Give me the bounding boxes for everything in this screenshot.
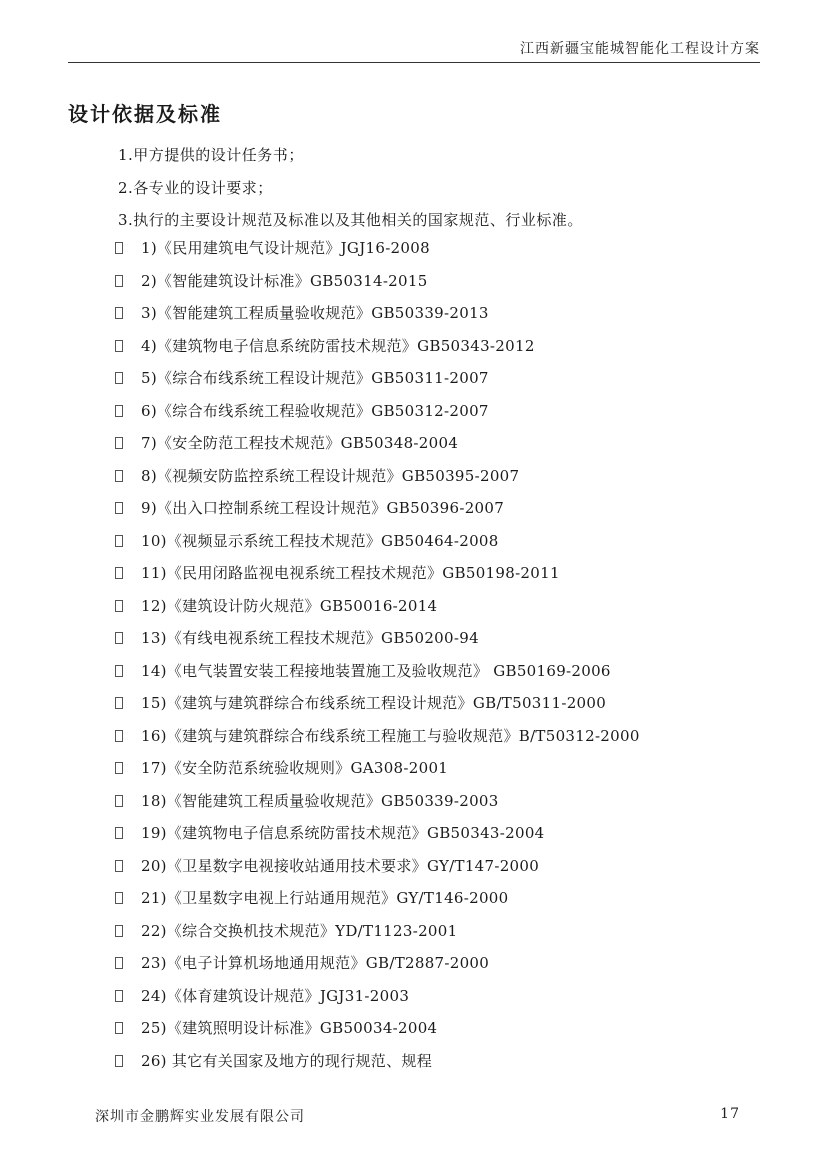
bullet-icon: [115, 405, 123, 417]
bullet-icon: [115, 470, 123, 482]
bullet-icon: [115, 242, 123, 254]
reference-text: 17)《安全防范系统验收规则》GA308-2001: [141, 759, 449, 777]
reference-text: 18)《智能建筑工程质量验收规范》GB50339-2003: [141, 791, 499, 810]
bullet-icon: [115, 827, 123, 839]
reference-item: [115, 460, 795, 493]
reference-text: 8)《视频安防监控系统工程设计规范》GB50395-2007: [141, 466, 520, 485]
bullet-icon: [115, 795, 123, 807]
reference-item: [115, 525, 795, 558]
reference-text: 16)《建筑与建筑群综合布线系统工程施工与验收规范》B/T50312-2000: [141, 726, 640, 745]
bullet-icon: [115, 925, 123, 937]
reference-text: 6)《综合布线系统工程验收规范》GB50312-2007: [141, 401, 489, 420]
footer-company: 深圳市金鹏辉实业发展有限公司: [95, 1109, 305, 1125]
bullet-icon: [115, 600, 123, 612]
reference-item: [115, 947, 795, 980]
reference-text: 25)《建筑照明设计标准》GB50034-2004: [141, 1019, 438, 1037]
reference-item: [115, 1012, 795, 1045]
reference-text: 20)《卫星数字电视接收站通用技术要求》GY/T147-2000: [141, 856, 540, 875]
bullet-icon: [115, 437, 123, 449]
reference-text: 5)《综合布线系统工程设计规范》GB50311-2007: [141, 369, 489, 387]
reference-item: [115, 557, 795, 590]
reference-text: 21)《卫星数字电视上行站通用规范》GY/T146-2000: [141, 889, 509, 907]
bullet-icon: [115, 860, 123, 872]
bullet-icon: [115, 567, 123, 579]
reference-item: [115, 915, 795, 948]
bullet-icon: [115, 697, 123, 709]
header-title: 江西新疆宝能城智能化工程设计方案: [520, 41, 760, 57]
reference-item: [115, 752, 795, 785]
reference-text: 1)《民用建筑电气设计规范》JGJ16-2008: [141, 239, 430, 257]
reference-text: 11)《民用闭路监视电视系统工程技术规范》GB50198-2011: [141, 564, 560, 582]
reference-item: [115, 622, 795, 655]
reference-text: 15)《建筑与建筑群综合布线系统工程设计规范》GB/T50311-2000: [141, 694, 607, 712]
reference-text: 7)《安全防范工程技术规范》GB50348-2004: [141, 434, 459, 452]
reference-text: 4)《建筑物电子信息系统防雷技术规范》GB50343-2012: [141, 336, 535, 355]
reference-text: 13)《有线电视系统工程技术规范》GB50200-94: [141, 629, 479, 647]
bullet-icon: [115, 990, 123, 1002]
reference-text: 19)《建筑物电子信息系统防雷技术规范》GB50343-2004: [141, 824, 545, 842]
reference-item: [115, 330, 795, 363]
list-item: 1.甲方提供的设计任务书；: [118, 146, 304, 164]
requirement-list: [118, 139, 778, 237]
bullet-icon: [115, 892, 123, 904]
bullet-icon: [115, 957, 123, 969]
reference-text: 10)《视频显示系统工程技术规范》GB50464-2008: [141, 531, 499, 550]
bullet-icon: [115, 665, 123, 677]
reference-item: [115, 655, 795, 688]
reference-item: [115, 232, 795, 265]
reference-item: [115, 427, 795, 460]
reference-text: 26) 其它有关国家及地方的现行规范、规程: [141, 1051, 433, 1070]
bullet-icon: [115, 1055, 123, 1067]
reference-item: [115, 882, 795, 915]
reference-item: [115, 362, 795, 395]
page-header: [68, 38, 760, 63]
reference-text: 9)《出入口控制系统工程设计规范》GB50396-2007: [141, 499, 505, 517]
bullet-icon: [115, 307, 123, 319]
bullet-icon: [115, 275, 123, 287]
reference-item: [115, 492, 795, 525]
reference-text: 24)《体育建筑设计规范》JGJ31-2003: [141, 986, 410, 1005]
bullet-icon: [115, 372, 123, 384]
reference-text: 23)《电子计算机场地通用规范》GB/T2887-2000: [141, 954, 490, 972]
section-title: 设计依据及标准: [68, 102, 222, 126]
reference-item: [115, 590, 795, 623]
list-item: 2.各专业的设计要求；: [118, 178, 273, 197]
bullet-icon: [115, 340, 123, 352]
reference-item: [115, 687, 795, 720]
bullet-icon: [115, 762, 123, 774]
reference-item: [115, 980, 795, 1013]
reference-item: [115, 785, 795, 818]
reference-item: [115, 850, 795, 883]
bullet-icon: [115, 632, 123, 644]
reference-text: 12)《建筑设计防火规范》GB50016-2014: [141, 596, 438, 615]
page-footer: [95, 1106, 740, 1126]
bullet-icon: [115, 1022, 123, 1034]
reference-item: [115, 720, 795, 753]
reference-item: [115, 817, 795, 850]
reference-item: [115, 395, 795, 428]
bullet-icon: [115, 502, 123, 514]
reference-text: 14)《电气装置安装工程接地装置施工及验收规范》 GB50169-2006: [141, 661, 611, 680]
page-number: 17: [720, 1106, 740, 1122]
reference-text: 3)《智能建筑工程质量验收规范》GB50339-2013: [141, 304, 489, 322]
bullet-icon: [115, 730, 123, 742]
reference-item: [115, 297, 795, 330]
reference-text: 2)《智能建筑设计标准》GB50314-2015: [141, 271, 428, 290]
reference-list: [115, 232, 795, 1077]
reference-item: [115, 265, 795, 298]
reference-item: [115, 1045, 795, 1078]
bullet-icon: [115, 535, 123, 547]
list-item: 3.执行的主要设计规范及标准以及其他相关的国家规范、行业标准。: [118, 211, 583, 229]
reference-text: 22)《综合交换机技术规范》YD/T1123-2001: [141, 921, 458, 940]
